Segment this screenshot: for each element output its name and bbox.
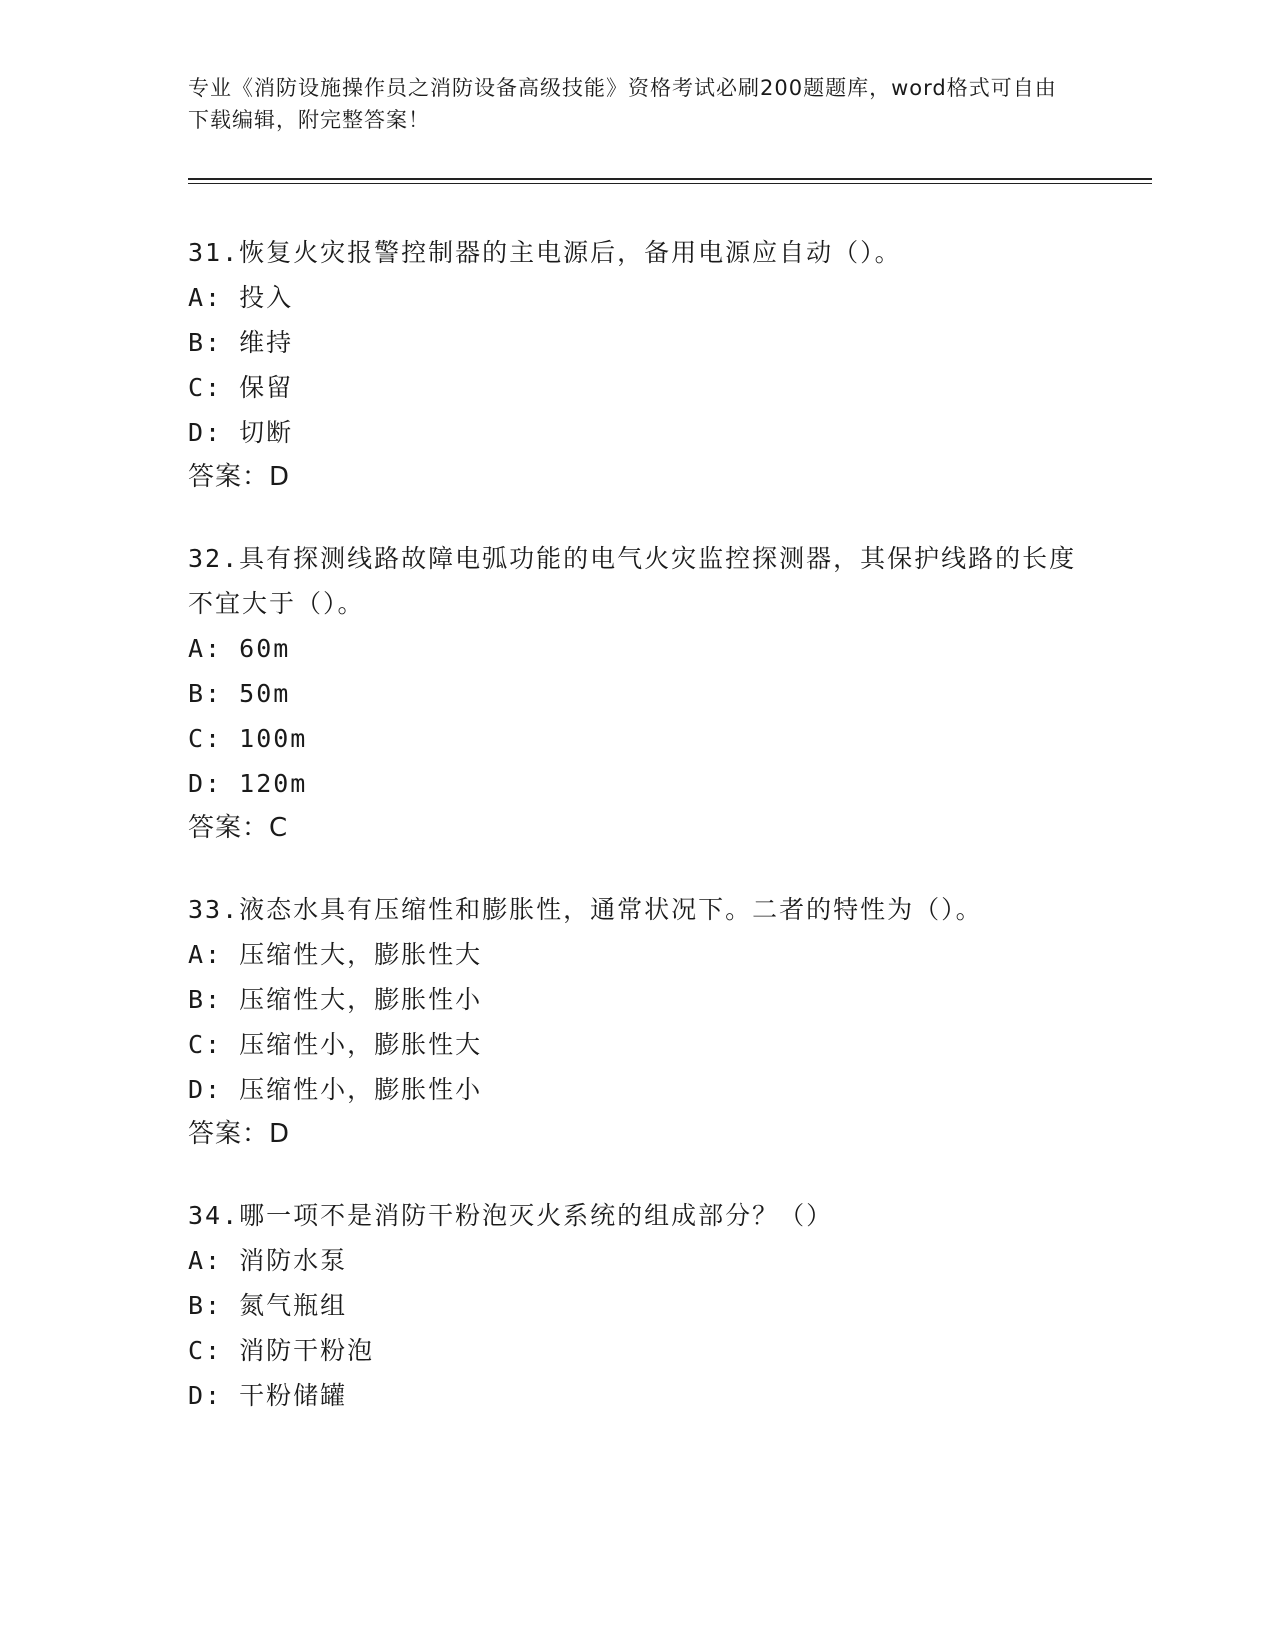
question-34 [188, 1193, 1088, 1418]
question-33 [188, 887, 1088, 1157]
question-text: 33.液态水具有压缩性和膨胀性，通常状况下。二者的特性为（）。 [188, 895, 983, 924]
option-a: A: 60m [188, 634, 291, 663]
option-d: D: 切断 [188, 418, 294, 447]
option-a: A: 消防水泵 [188, 1246, 348, 1275]
question-31 [188, 230, 1088, 500]
option-b: B: 氮气瓶组 [188, 1291, 348, 1320]
answer: 答案：D [188, 462, 291, 492]
option-d: D: 压缩性小，膨胀性小 [188, 1075, 483, 1104]
answer: 答案：C [188, 813, 289, 843]
header-divider-thin [188, 183, 1152, 184]
question-32 [188, 536, 1088, 851]
option-b: B: 50m [188, 679, 291, 708]
option-c: C: 100m [188, 724, 308, 753]
option-b: B: 维持 [188, 328, 294, 357]
option-c: C: 保留 [188, 373, 294, 402]
option-d: D: 干粉储罐 [188, 1381, 348, 1410]
answer: 答案：D [188, 1119, 291, 1149]
question-list [188, 230, 1088, 1454]
option-b: B: 压缩性大，膨胀性小 [188, 985, 483, 1014]
question-text: 34.哪一项不是消防干粉泡灭火系统的组成部分？（） [188, 1201, 834, 1230]
option-c: C: 压缩性小，膨胀性大 [188, 1030, 483, 1059]
document-header: 专业《消防设施操作员之消防设备高级技能》资格考试必刷200题题库，word格式可自由下载编辑，附完整答案！ [188, 76, 1057, 132]
question-text: 31.恢复火灾报警控制器的主电源后，备用电源应自动（）。 [188, 238, 902, 267]
option-a: A: 投入 [188, 283, 294, 312]
option-d: D: 120m [188, 769, 308, 798]
option-a: A: 压缩性大，膨胀性大 [188, 940, 483, 969]
question-text: 32.具有探测线路故障电弧功能的电气火灾监控探测器，其保护线路的长度不宜大于（）。 [188, 544, 1077, 618]
header-divider [188, 178, 1152, 180]
option-c: C: 消防干粉泡 [188, 1336, 375, 1365]
